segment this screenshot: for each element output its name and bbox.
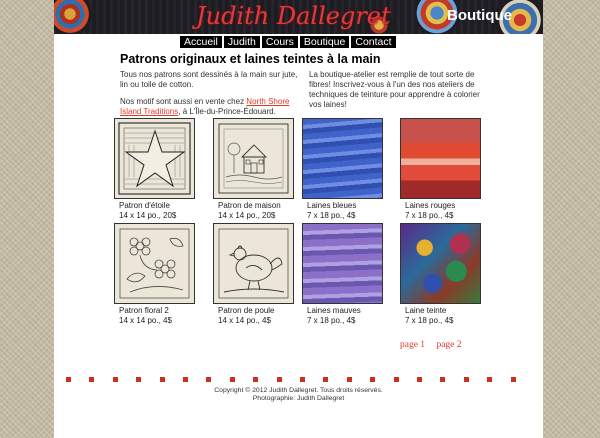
product-card[interactable]	[114, 223, 206, 328]
divider-dot	[394, 377, 399, 382]
divider-dot	[136, 377, 141, 382]
product-card[interactable]	[400, 223, 492, 328]
page-section-title: Boutique	[447, 7, 512, 24]
hen-pattern-image[interactable]	[213, 223, 294, 304]
house-pattern-image[interactable]	[213, 118, 294, 199]
footer	[54, 387, 543, 403]
star-pattern-drawing	[115, 119, 194, 198]
site-logo[interactable]: Judith Dallegret	[196, 2, 391, 30]
product-card[interactable]	[302, 118, 394, 223]
product-card[interactable]	[302, 223, 394, 328]
pagination	[400, 340, 471, 350]
floral-pattern-drawing	[115, 224, 194, 303]
star-pattern-image[interactable]	[114, 118, 195, 199]
divider-dot	[300, 377, 305, 382]
product-card[interactable]	[213, 223, 305, 328]
product-card[interactable]	[213, 118, 305, 223]
blue-wool-image[interactable]	[302, 118, 383, 199]
intro-left-paragraph-1: Tous nos patrons sont dessinés à la main sur jute, lin ou toile de cotton.	[120, 70, 298, 89]
divider-dot	[113, 377, 118, 382]
footer-copyright: Copyright © 2012 Judith Dallegret. Tous droits réservés.	[214, 387, 383, 394]
page-heading: Patrons originaux et laines teintes à la main	[120, 52, 381, 66]
product-price: 14 x 14 po., 20$	[119, 211, 177, 220]
nav-item-judith[interactable]: Judith	[224, 36, 260, 48]
divider-dot	[277, 377, 282, 382]
product-name[interactable]: Patron de maison	[218, 201, 281, 210]
product-price: 14 x 14 po., 4$	[119, 316, 172, 325]
divider-dot	[323, 377, 328, 382]
intro-left	[120, 70, 302, 124]
nav-item-contact[interactable]: Contact	[351, 36, 395, 48]
intro-text: Nos motif sont aussi en vente chez	[120, 97, 247, 106]
product-name[interactable]: Patron de poule	[218, 306, 275, 315]
divider-dot	[511, 377, 516, 382]
intro-left-paragraph-2	[120, 97, 302, 117]
nav-item-boutique[interactable]: Boutique	[300, 36, 349, 48]
main-nav	[180, 36, 396, 48]
product-grid	[114, 118, 534, 328]
page-1-link[interactable]: page 1	[400, 340, 426, 350]
floral-pattern-image[interactable]	[114, 223, 195, 304]
page-container	[54, 0, 543, 438]
product-name[interactable]: Laines rouges	[405, 201, 456, 210]
divider-dot	[253, 377, 258, 382]
intro-right-paragraph: La boutique-atelier est remplie de tout sorte de fibres! Inscrivez-vous à l'un des nos ateliers de techniques de teinture pour apprendre à colorier vos laines!	[309, 70, 480, 109]
page-2-link[interactable]: page 2	[436, 340, 462, 350]
divider-dot	[89, 377, 94, 382]
product-price: 7 x 18 po., 4$	[405, 316, 454, 325]
intro-right	[309, 70, 491, 117]
product-price: 7 x 18 po., 4$	[307, 211, 356, 220]
north-shore-link[interactable]: North Shore Island Traditions	[120, 97, 290, 116]
product-name[interactable]: Patron d'étoile	[119, 201, 170, 210]
product-name[interactable]: Laines mauves	[307, 306, 361, 315]
divider-dot	[370, 377, 375, 382]
divider-dot	[183, 377, 188, 382]
dotted-divider	[66, 377, 536, 383]
divider-dot	[464, 377, 469, 382]
divider-dot	[440, 377, 445, 382]
product-name[interactable]: Patron floral 2	[119, 306, 169, 315]
red-wool-image[interactable]	[400, 118, 481, 199]
product-card[interactable]	[114, 118, 206, 223]
mauve-wool-image[interactable]	[302, 223, 383, 304]
header-banner	[54, 0, 543, 34]
product-price: 7 x 18 po., 4$	[405, 211, 454, 220]
footer-photo-credit: Photographie: Judith Dallegret	[252, 395, 345, 402]
product-price: 14 x 14 po., 4$	[218, 316, 271, 325]
divider-dot	[487, 377, 492, 382]
hen-pattern-drawing	[214, 224, 293, 303]
house-pattern-drawing	[214, 119, 293, 198]
nav-item-cours[interactable]: Cours	[262, 36, 298, 48]
divider-dot	[347, 377, 352, 382]
divider-dot	[417, 377, 422, 382]
product-name[interactable]: Laine teinte	[405, 306, 447, 315]
hooked-rug-swirl-decoration	[54, 0, 92, 34]
dyed-wool-image[interactable]	[400, 223, 481, 304]
nav-item-accueil[interactable]: Accueil	[180, 36, 222, 48]
divider-dot	[66, 377, 71, 382]
divider-dot	[206, 377, 211, 382]
product-card[interactable]	[400, 118, 492, 223]
product-name[interactable]: Laines bleues	[307, 201, 357, 210]
product-price: 14 x 14 po., 20$	[218, 211, 276, 220]
product-price: 7 x 18 po., 4$	[307, 316, 356, 325]
intro-text: , à L'Île-du-Prince-Édouard.	[178, 107, 276, 116]
divider-dot	[160, 377, 165, 382]
divider-dot	[230, 377, 235, 382]
